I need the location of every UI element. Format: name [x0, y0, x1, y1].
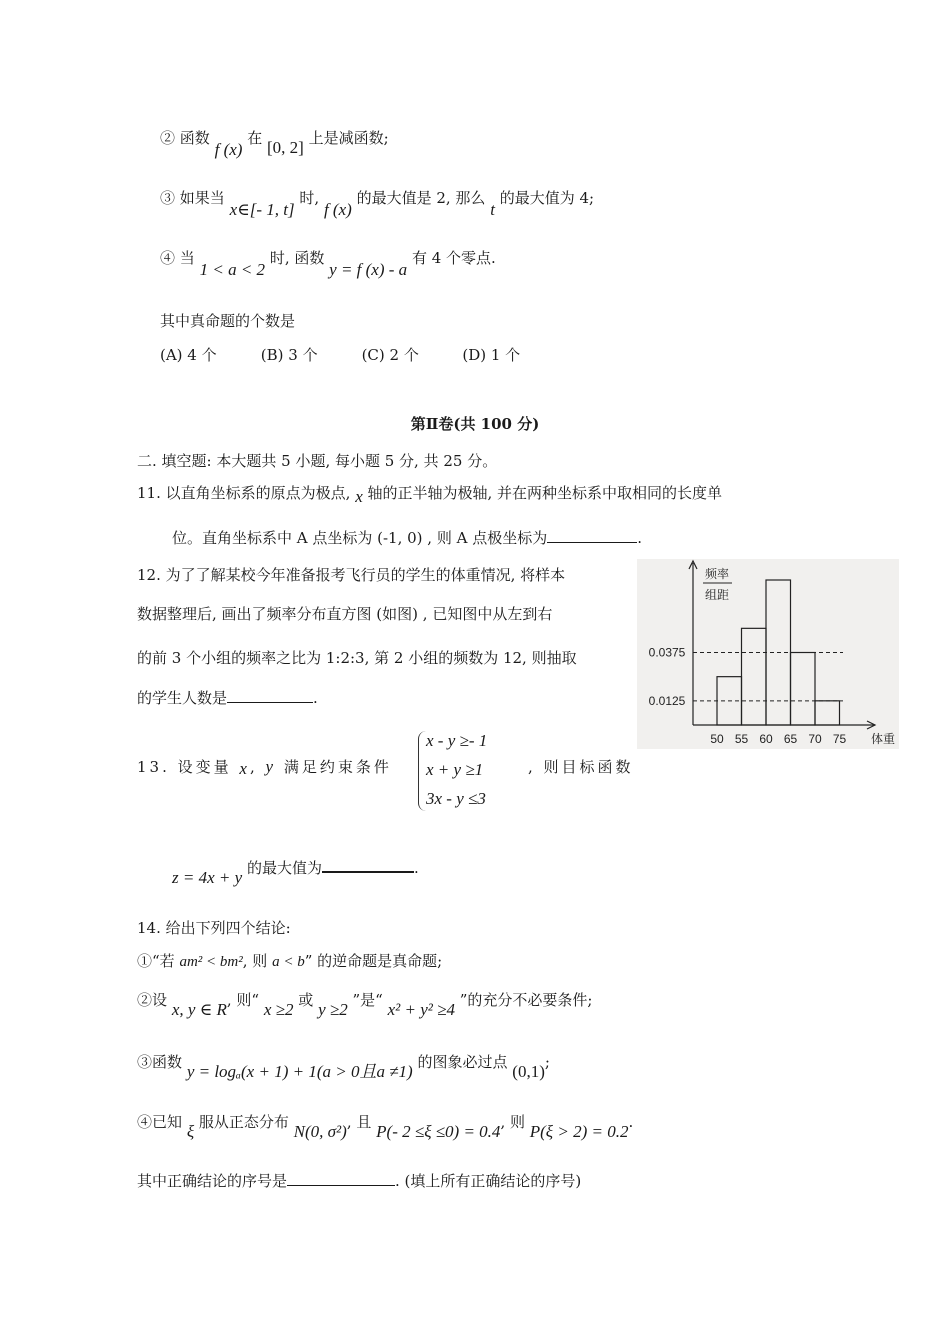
x-tick-label: 65 [783, 732, 798, 746]
x-range-expression: x∈[- 1, t] [229, 200, 295, 219]
q10-options [160, 345, 520, 365]
answer-blank[interactable] [287, 1171, 395, 1186]
x-tick-label: 60 [759, 732, 773, 746]
option-b: (B) 3 个 [260, 346, 318, 364]
x-tick-label: 50 [710, 732, 724, 746]
t-variable: t [490, 200, 495, 219]
q11-line-1: 11. 以直角坐标系的原点为极点, x 轴的正半轴为极轴, 并在两种坐标系中取相同的长度单 [137, 484, 723, 506]
q14-conclusion-4: ④已知 ξ 服从正态分布 N(0, σ²), 且 P(- 2 ≤ξ ≤0) = 0.4, 则 P(ξ > 2) = 0.2. [137, 1113, 634, 1141]
q12-line-3: 的前 3 个小组的频率之比为 1:2:3, 第 2 小组的频数为 12, 则抽取 [137, 649, 577, 667]
answer-blank[interactable] [547, 528, 637, 543]
q10-item-3: ③ 如果当 x∈[- 1, t] 时, f (x) 的最大值是 2, 那么 t 的最大值为 4; [160, 189, 595, 219]
y-tick-label: 0.0125 [648, 693, 686, 708]
q14-conclusion-1: ①“若 am² < bm², 则 a < b” 的逆命题是真命题; [137, 952, 443, 970]
y-tick-label: 0.0375 [648, 645, 686, 660]
q10-prompt: 其中真命题的个数是 [160, 312, 296, 330]
x-axis-label: 体重 [870, 732, 896, 746]
constraint-1: x - y ≥- 1 [426, 731, 488, 750]
fx-expression: f (x) [323, 200, 352, 219]
q14-intro: 14. 给出下列四个结论: [137, 919, 291, 937]
x-variable: x [355, 487, 363, 506]
q14-conclusion-3: ③函数 y = logₐ(x + 1) + 1(a > 0且a ≠1) 的图象必过点 (0,1); [137, 1053, 550, 1081]
option-c: (C) 2 个 [361, 346, 419, 364]
section-instructions: 二. 填空题: 本大题共 5 小题, 每小题 5 分, 共 25 分。 [137, 452, 498, 470]
q14-conclusion-2: ②设 x, y ∈ R, 则“ x ≥2 或 y ≥2 ”是“ x² + y² ≥4 ”的充分不必要条件; [137, 991, 593, 1019]
q12-line-4: 的学生人数是 . [137, 689, 318, 707]
objective-function: z = 4x + y [172, 868, 243, 887]
frequency-histogram [637, 559, 899, 749]
interval-expression: [0, 2] [267, 138, 304, 157]
q12-line-1: 12. 为了了解某校今年准备报考飞行员的学生的体重情况, 将样本 [137, 566, 566, 584]
y-label-denominator: 组距 [704, 588, 730, 602]
q12-line-2: 数据整理后, 画出了频率分布直方图 (如图) , 已知图中从左到右 [137, 605, 553, 623]
x-tick-label: 75 [832, 732, 847, 746]
q13-stem-end: , 则目标函数 [528, 758, 634, 776]
y-variable: y [265, 757, 277, 776]
x-variable: x [239, 759, 250, 778]
answer-blank[interactable] [227, 688, 313, 703]
q13-objective: z = 4x + y 的最大值为 . [172, 859, 419, 887]
section-title: 第Ⅱ卷(共 100 分) [410, 415, 540, 433]
x-tick-label: 55 [734, 732, 749, 746]
a-range-expression: 1 < a < 2 [199, 260, 266, 279]
option-d: (D) 1 个 [462, 346, 521, 364]
answer-blank[interactable] [322, 857, 414, 873]
option-a: (A) 4 个 [160, 346, 217, 364]
q10-item-4: ④ 当 1 < a < 2 时, 函数 y = f (x) - a 有 4 个零点. [160, 249, 496, 279]
q10-item-2: ② 函数 f (x) 在 [0, 2] 上是减函数; [160, 129, 389, 159]
fx-expression: f (x) [214, 140, 243, 159]
q11-line-2: 位。直角坐标系中 A 点坐标为 (-1, 0) , 则 A 点极坐标为 . [172, 529, 642, 547]
function-expression: y = f (x) - a [329, 260, 408, 279]
q13-stem: 13. 设变量 x, y 满足约束条件 [137, 757, 392, 778]
q14-footer: 其中正确结论的序号是 . (填上所有正确结论的序号) [137, 1172, 582, 1190]
constraint-3: 3x - y ≤3 [426, 789, 486, 808]
y-label-numerator: 频率 [704, 567, 730, 581]
x-tick-label: 70 [808, 732, 822, 746]
constraint-2: x + y ≥1 [426, 760, 484, 779]
